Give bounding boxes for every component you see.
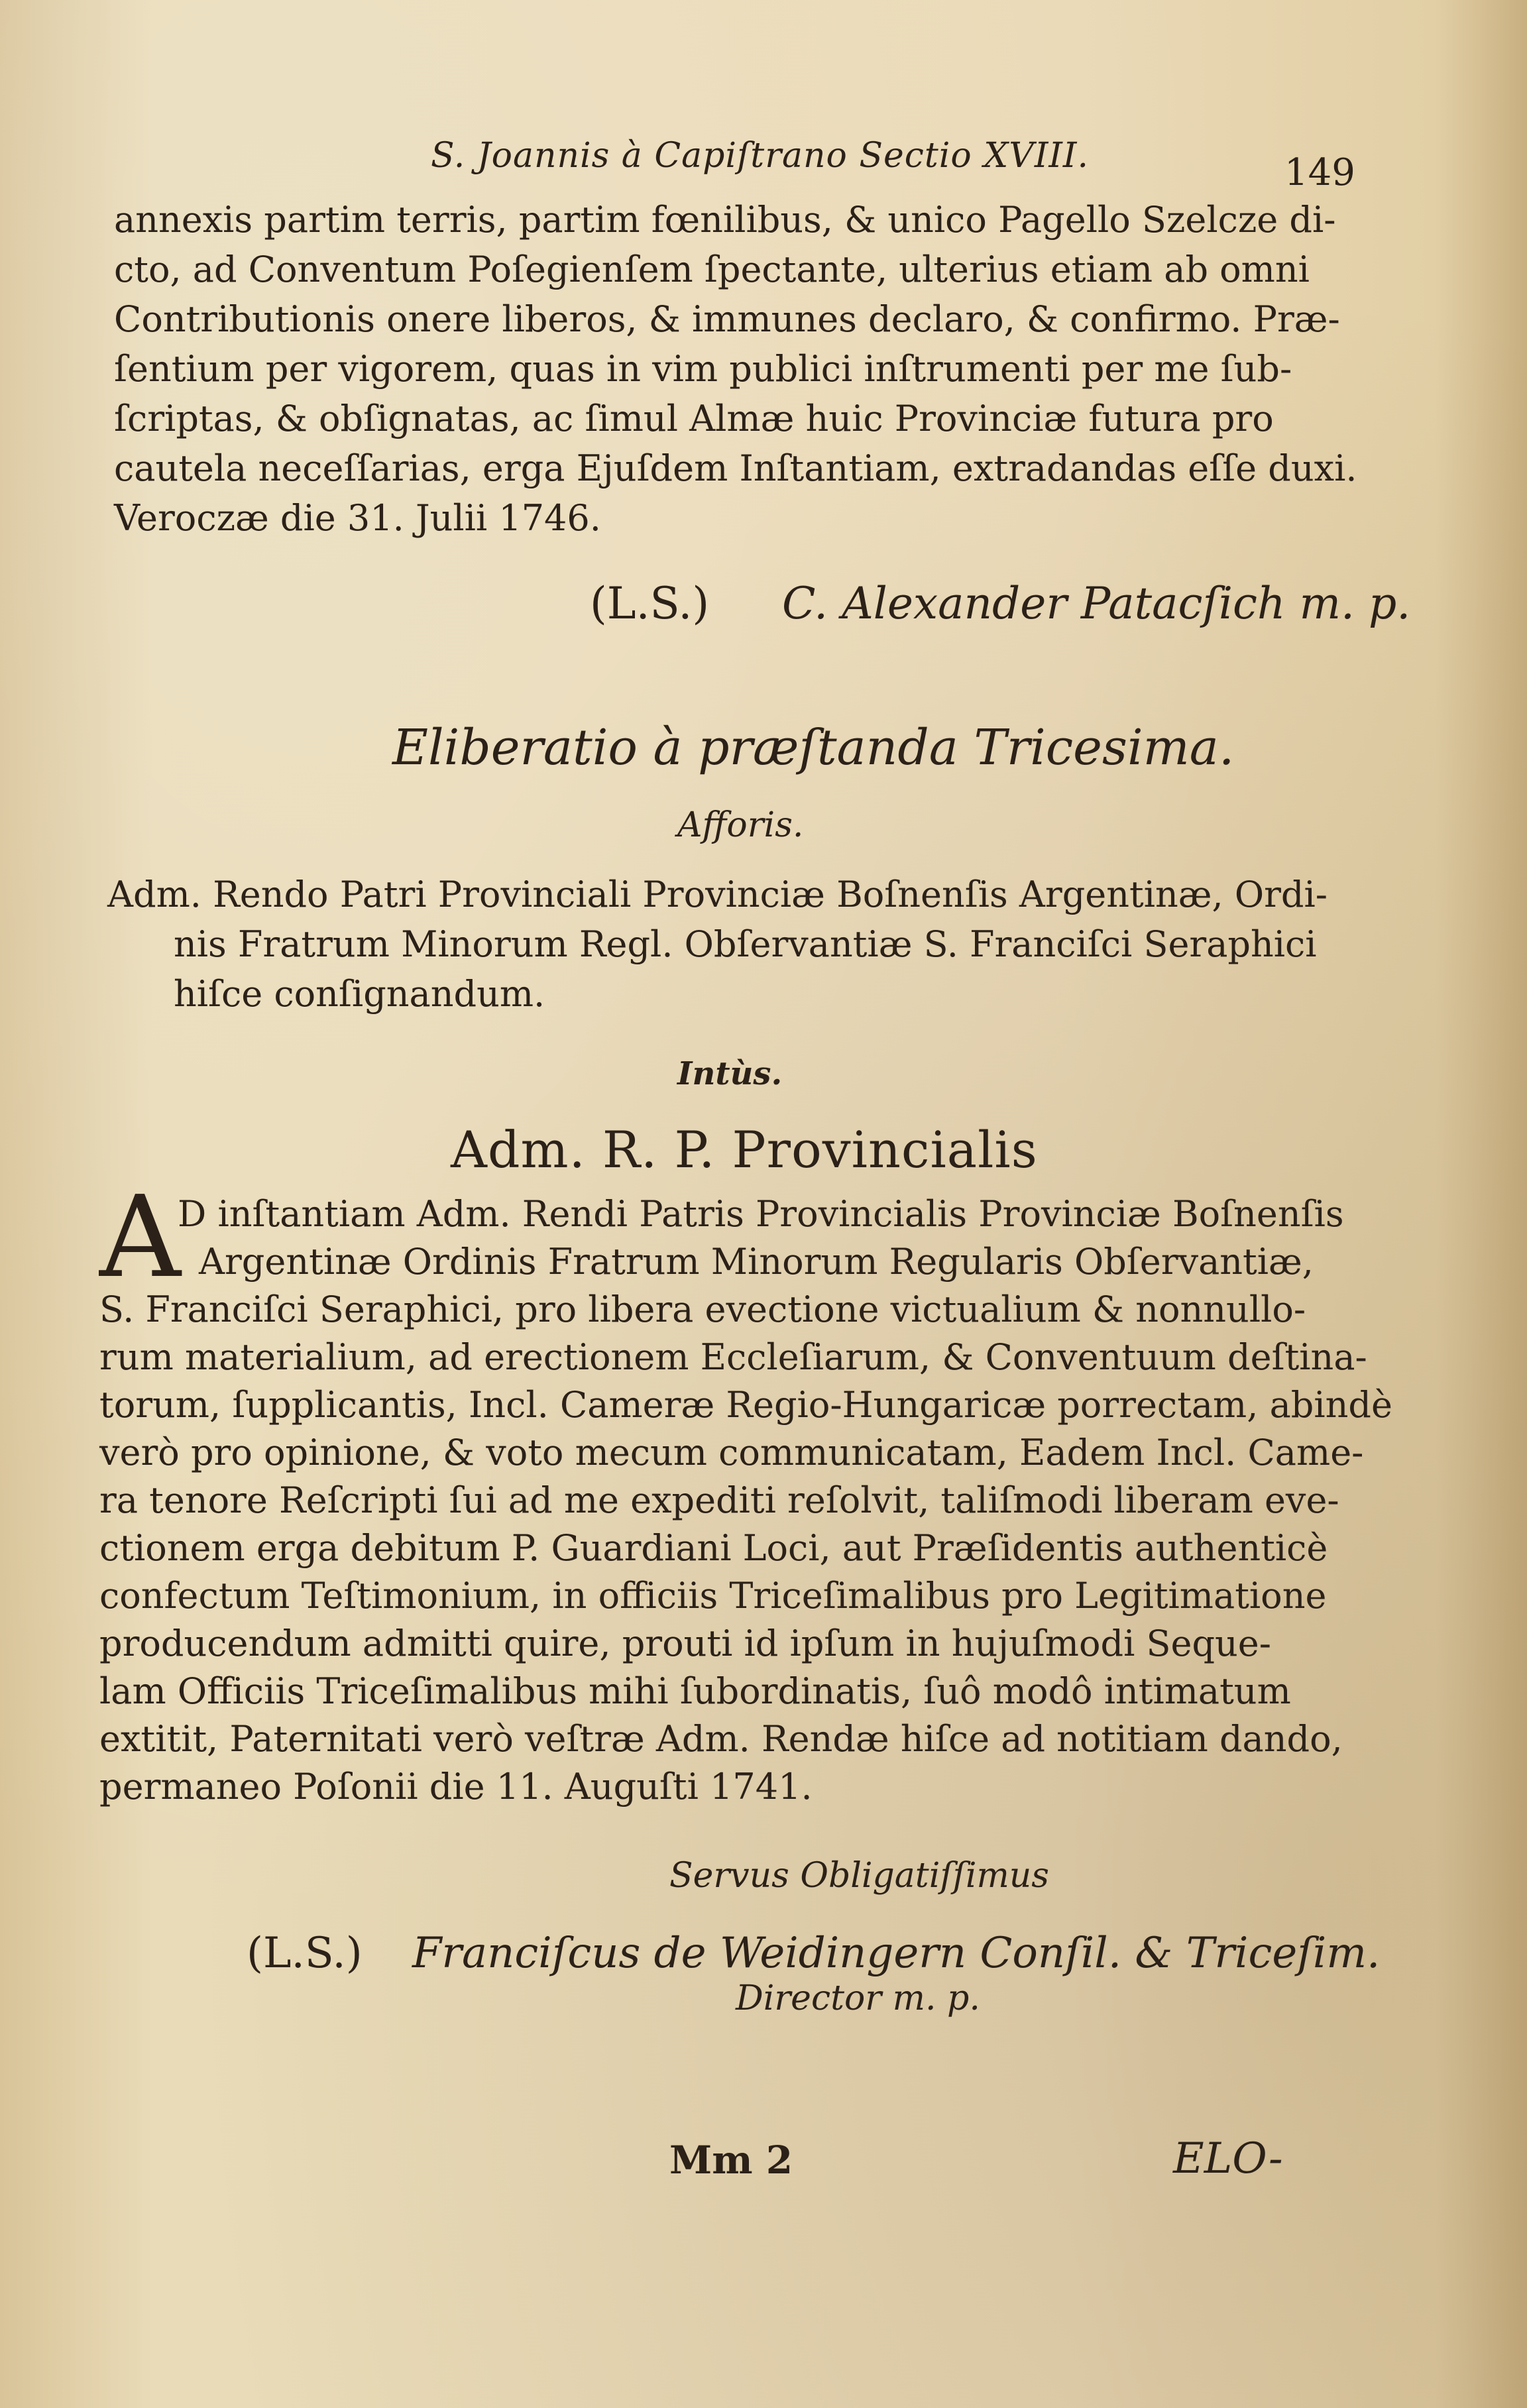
text-line: Contributionis onere liberos, & immunes declaro, & confirmo. Præ- (114, 298, 1340, 340)
letter-line: permaneo Poſonii die 11. Auguſti 1741. (99, 1766, 813, 1807)
seal-mark-1: (L.S.) (590, 578, 710, 629)
signature-mark: Mm 2 (669, 2138, 793, 2183)
letter-line: verò pro opinione, & voto mecum communicatam, Eadem Incl. Came- (99, 1432, 1364, 1473)
drop-cap: A (99, 1172, 181, 1303)
foris-label: Afforis. (677, 805, 804, 845)
address-line: nis Fratrum Minorum Regl. Obſervantiæ S. Franciſci Seraphici (174, 923, 1317, 965)
address-line: Adm. Rendo Patri Provinciali Provinciæ Boſnenſis Argentinæ, Ordi- (107, 874, 1328, 915)
text-line: ſcriptas, & obſignatas, ac ſimul Almæ huic Provinciæ futura pro (114, 398, 1274, 439)
signature-2-title: Director m. p. (736, 1978, 980, 2018)
salutation: Adm. R. P. Provincialis (451, 1120, 1038, 1179)
text-line: cto, ad Conventum Poſegienſem ſpectante, ulterius etiam ab omni (114, 249, 1310, 290)
letter-line: ra tenore Reſcripti ſui ad me expediti reſolvit, taliſmodi liberam eve- (99, 1479, 1339, 1521)
closing-formula: Servus Obligatiſſimus (669, 1856, 1049, 1896)
signature-1: C. Alexander Patacſich m. p. (782, 578, 1411, 629)
letter-line: ctionem erga debitum P. Guardiani Loci, aut Præſidentis authenticè (99, 1527, 1328, 1569)
letter-line: rum materialium, ad erectionem Eccleſiarum, & Conventuum deſtina- (99, 1336, 1367, 1378)
letter-line: S. Franciſci Seraphici, pro libera evectione victualium & nonnullo- (99, 1289, 1306, 1330)
seal-mark-2: (L.S.) (247, 1929, 363, 1978)
catchword: ELO- (1173, 2134, 1283, 2183)
section-heading: Eliberatio à præſtanda Tricesima. (392, 719, 1235, 776)
page-number: 149 (1284, 151, 1355, 194)
text-line: cautela neceſſarias, erga Ejuſdem Inſtantiam, extradandas eſſe duxi. (114, 447, 1357, 489)
letter-line: torum, ſupplicantis, Incl. Cameræ Regio-Hungaricæ porrectam, abindè (99, 1384, 1392, 1426)
signature-2: Franciſcus de Weidingern Conſil. & Triceſim. (412, 1929, 1381, 1978)
letter-line: confectum Teſtimonium, in officiis Triceſimalibus pro Legitimatione (99, 1575, 1327, 1617)
address-line: hiſce conſignandum. (174, 973, 545, 1015)
text-line: Veroczæ die 31. Julii 1746. (114, 497, 601, 539)
text-line: ſentium per vigorem, quas in vim publici inſtrumenti per me ſub- (114, 348, 1292, 390)
letter-line: Argentinæ Ordinis Fratrum Minorum Regularis Obſervantiæ, (199, 1241, 1314, 1283)
letter-line: producendum admitti quire, prouti id ipſum in hujuſmodi Seque- (99, 1623, 1271, 1664)
letter-line: extitit, Paternitati verò veſtræ Adm. Rendæ hiſce ad notitiam dando, (99, 1718, 1343, 1760)
letter-line: D inſtantiam Adm. Rendi Patris Provincialis Provinciæ Boſnenſis (178, 1193, 1344, 1235)
intus-label: Intùs. (677, 1055, 783, 1092)
text-line: annexis partim terris, partim fœnilibus, & unico Pagello Szelcze di- (114, 199, 1336, 241)
running-head-title: S. Joannis à Capiſtrano Sectio XVIII. (431, 136, 1089, 176)
letter-line: lam Officiis Triceſimalibus mihi ſubordinatis, ſuô modô intimatum (99, 1670, 1291, 1712)
